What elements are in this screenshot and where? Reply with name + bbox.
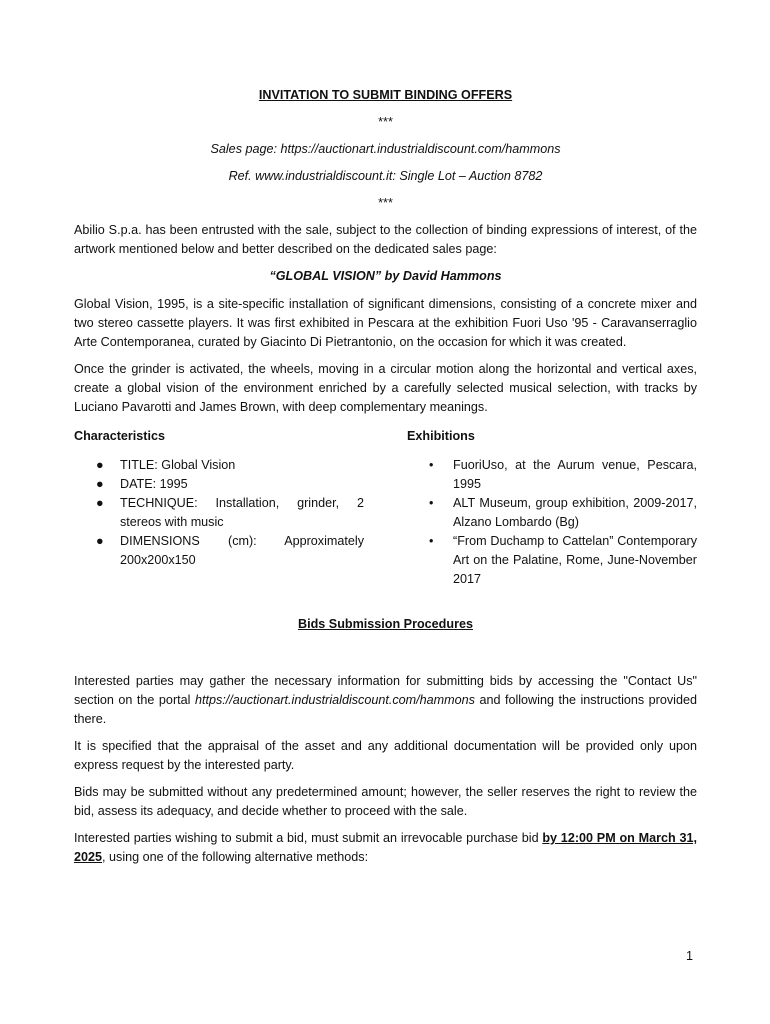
bullet-icon: ● [96,477,104,491]
bids-paragraph-3: Bids may be submitted without any predetermined amount; however, the seller reserves the right to review the bid, assess its adequacy, and decide whether to proceed with the sale. [74,785,697,818]
characteristics-heading: Characteristics [74,429,166,443]
list-item [407,532,697,589]
sales-page-line: Sales page: https://auctionart.industrialdiscount.com/hammons [210,142,561,156]
page-number: 1 [686,949,694,963]
characteristics-list [74,456,364,570]
bids-paragraph-1 [74,672,697,729]
portal-link[interactable]: https://auctionart.industrialdiscount.com/hammons [194,693,475,707]
list-item-text: DIMENSIONS (cm): Approximately 200x200x150 [120,534,364,567]
bids-section-title: Bids Submission Procedures [298,617,473,631]
document-title: INVITATION TO SUBMIT BINDING OFFERS [258,88,513,102]
bullet-icon: • [429,534,434,548]
list-item [74,494,364,532]
list-item-text: DATE: 1995 [120,477,188,491]
bids-paragraph-4 [74,829,697,867]
list-item [407,456,697,494]
exhibitions-column [407,427,697,589]
list-item-text: TECHNIQUE: Installation, grinder, 2 stereos with music [120,496,364,529]
bullet-icon: ● [96,534,104,548]
bullet-icon: ● [96,458,104,472]
intro-paragraph: Abilio S.p.a. has been entrusted with the sale, subject to the collection of binding expressions of interest, of the artwork mentioned below and better described on the dedicated sales page: [74,223,697,256]
deadline-text: by 12:00 PM on March 31, 2025 [74,831,697,864]
details-columns [74,427,697,589]
separator-stars: *** [378,115,393,129]
bids-p4-text: Interested parties wishing to submit a bid, must submit an irrevocable purchase bid [74,831,543,845]
separator-stars-2: *** [378,196,393,210]
exhibitions-heading: Exhibitions [407,429,475,443]
artwork-title: “GLOBAL VISION” by David Hammons [269,269,502,283]
list-item-text: TITLE: Global Vision [120,458,236,472]
list-item [74,456,364,475]
bids-p4-text-end: , using one of the following alternative methods: [102,850,369,864]
document-page [74,86,697,875]
description-paragraph-1: Global Vision, 1995, is a site-specific installation of significant dimensions, consisting of a concrete mixer and two stereo cassette players. It was first exhibited in Pescara at the exhibition Fuori Uso '95 - Caravanserraglio Arte Contemporanea, curated by Giacinto Di Pietrantonio, on the occasion for which it was created. [74,297,697,349]
list-item [407,494,697,532]
description-paragraph-2: Once the grinder is activated, the wheels, moving in a circular motion along the horizontal and vertical axes, create a global vision of the environment enriched by a carefully selected musical selection, with tracks by Luciano Pavarotti and James Brown, with deep complementary meanings. [74,362,697,414]
bids-p1-text: Interested parties may gather the necessary information for submitting bids by accessing the "Contact Us" section on the portal [74,674,697,707]
list-item-text: ALT Museum, group exhibition, 2009-2017, Alzano Lombardo (Bg) [453,496,697,529]
list-item-text: “From Duchamp to Cattelan” Contemporary Art on the Palatine, Rome, June-November 2017 [453,534,697,586]
characteristics-column [74,427,364,589]
list-item-text: FuoriUso, at the Aurum venue, Pescara, 1995 [453,458,697,491]
bullet-icon: • [429,458,434,472]
list-item [74,532,364,570]
bullet-icon: ● [96,496,104,510]
reference-line: Ref. www.industrialdiscount.it: Single Lot – Auction 8782 [228,169,543,183]
exhibitions-list [407,456,697,589]
list-item [74,475,364,494]
bids-paragraph-2: It is specified that the appraisal of the asset and any additional documentation will be provided only upon express request by the interested party. [74,739,697,772]
bullet-icon: • [429,496,434,510]
bids-p1-text-end: and following the instructions provided there. [74,693,697,726]
